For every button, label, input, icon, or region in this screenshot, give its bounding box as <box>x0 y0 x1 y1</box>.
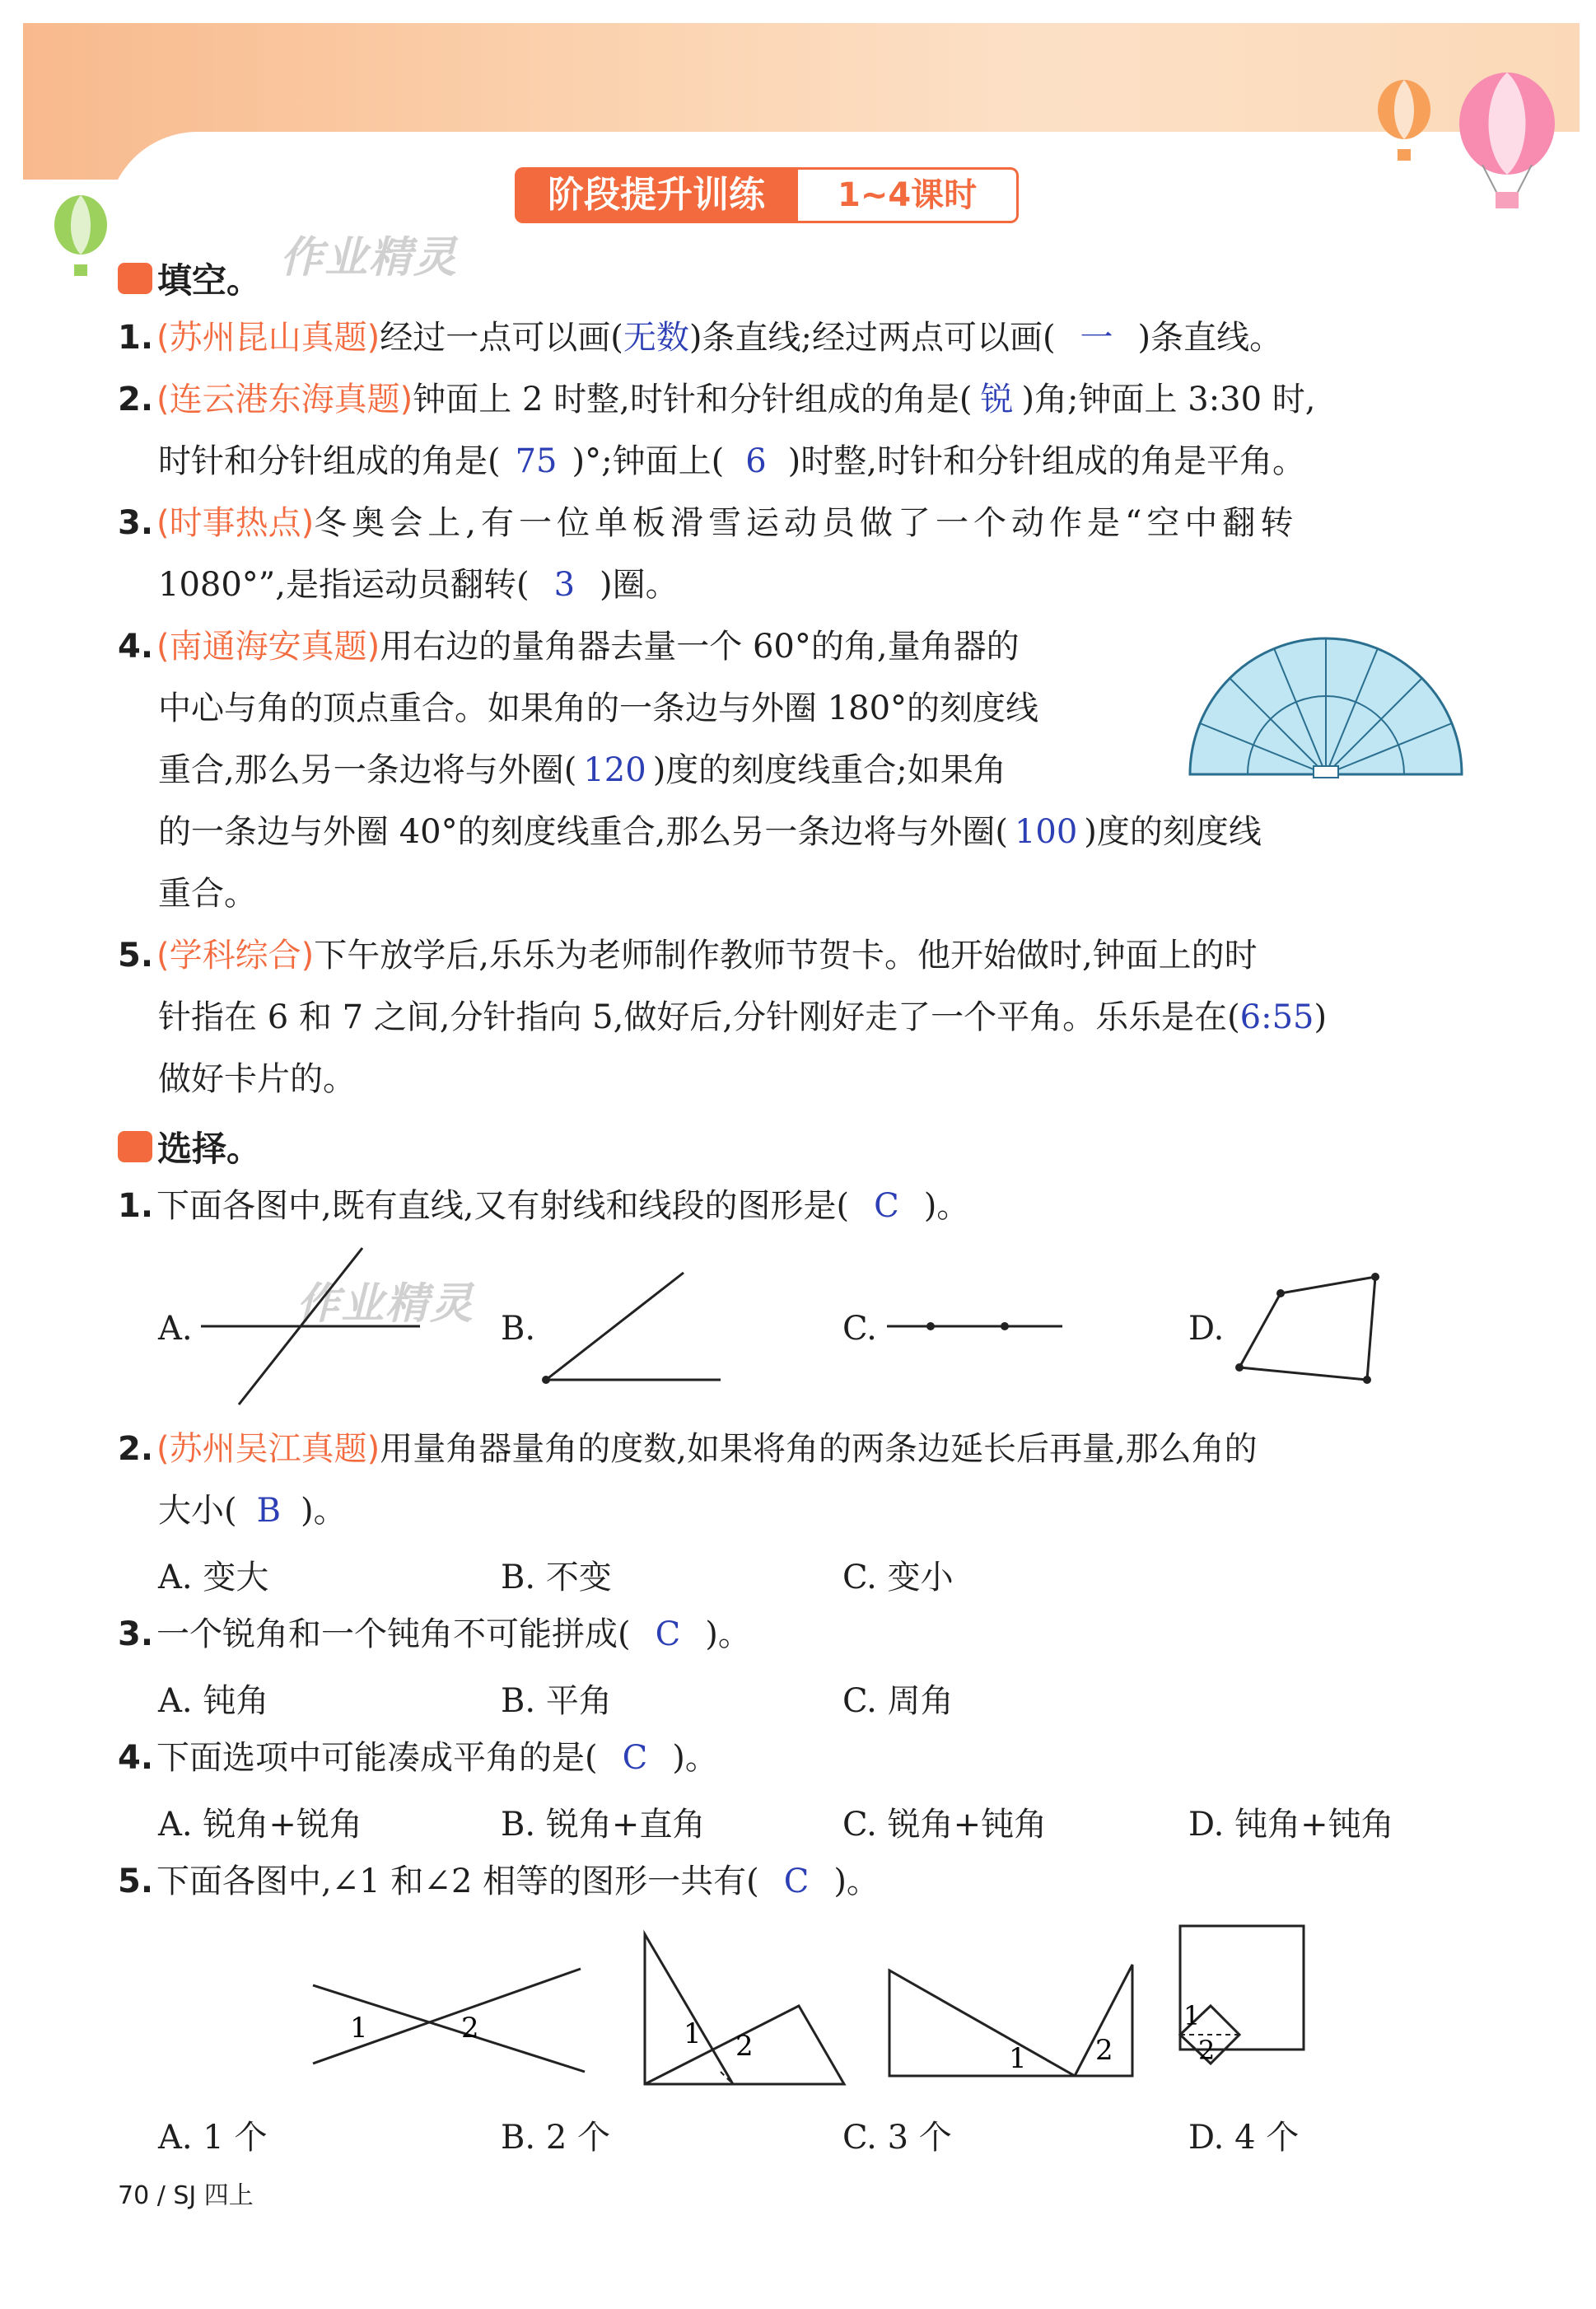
s2-q3-line: 3. 一个锐角和一个钝角不可能拼成( C )。 <box>118 1615 751 1653</box>
option-b: B. <box>501 1310 536 1348</box>
answer: 一 <box>1080 319 1113 357</box>
watermark: 作业精灵 <box>280 233 459 283</box>
option-c: C. 周角 <box>842 1682 954 1720</box>
answer: 6 <box>745 442 767 480</box>
section-heading-choice: 选择。 <box>118 1122 261 1171</box>
answer: 无数 <box>623 319 689 357</box>
q3-line1: 3. (时事热点)冬奥会上,有一位单板滑雪运动员做了一个动作是“空中翻转 <box>118 504 1299 542</box>
option-b: B. 不变 <box>501 1559 612 1596</box>
figure-b <box>539 1269 737 1392</box>
q4-line4: 的一条边与外圈 40°的刻度线重合,那么另一条边将与外圈( 100 )度的刻度线 <box>158 813 1262 851</box>
angle-label-2: 2 <box>461 2012 479 2045</box>
q4-line1: 4. (南通海安真题)用右边的量角器去量一个 60°的角,量角器的 <box>118 628 1020 666</box>
answer: 6:55 <box>1239 998 1314 1036</box>
angle-label-1: 1 <box>1009 2042 1027 2075</box>
title-sub: 1~4课时 <box>798 167 1019 223</box>
s2-q4-line: 4. 下面选项中可能凑成平角的是( C )。 <box>118 1739 718 1777</box>
answer: 120 <box>583 751 646 789</box>
title-main: 阶段提升训练 <box>515 167 798 223</box>
option-d: D. <box>1188 1310 1225 1348</box>
figure-a <box>198 1244 428 1409</box>
option-c: C. 变小 <box>842 1559 954 1596</box>
option-c: C. 锐角+钝角 <box>842 1806 1048 1844</box>
option-a: A. 锐角+锐角 <box>158 1806 362 1844</box>
angle-figure-3 <box>885 1961 1141 2092</box>
figure-c <box>885 1314 1066 1339</box>
answer: 锐 <box>980 381 1014 418</box>
q5-line3: 做好卡片的。 <box>158 1060 356 1098</box>
angle-label-1: 1 <box>350 2012 368 2045</box>
angle-label-1: 1 <box>1183 2000 1201 2031</box>
answer: C <box>622 1739 648 1777</box>
angle-label-2: 2 <box>1095 2034 1113 2067</box>
option-c: C. 3 个 <box>842 2119 952 2157</box>
q2-line1: 2. (连云港东海真题)钟面上 2 时整,时针和分针组成的角是( 锐 )角;钟面上 3:30 时, <box>118 381 1316 418</box>
s2-q2-line1: 2. (苏州吴江真题)用量角器量角的度数,如果将角的两条边延长后再量,那么角的 <box>118 1430 1258 1468</box>
answer: 100 <box>1014 813 1078 851</box>
answer: C <box>874 1187 899 1225</box>
angle-figure-1 <box>309 1961 589 2092</box>
answer: C <box>783 1863 810 1900</box>
q5-line1: 5. (学科综合)下午放学后,乐乐为老师制作教师节贺卡。他开始做时,钟面上的时 <box>118 937 1258 975</box>
angle-label-1: 1 <box>684 2017 702 2050</box>
page-title <box>515 167 1019 223</box>
angle-figure-2 <box>638 1928 852 2092</box>
option-a: A. 钝角 <box>158 1682 269 1720</box>
angle-label-2: 2 <box>1198 2035 1216 2066</box>
page-footer: 70 / SJ 四上 <box>118 2181 254 2210</box>
angle-label-2: 2 <box>735 2030 754 2063</box>
s2-q1-line: 1. 下面各图中,既有直线,又有射线和线段的图形是( C )。 <box>118 1187 970 1225</box>
balloon-green-icon <box>48 194 114 284</box>
option-a: A. 1 个 <box>158 2119 268 2157</box>
option-d: D. 钝角+钝角 <box>1188 1806 1394 1844</box>
section-heading-fill: 填空。 <box>118 254 261 303</box>
option-b: B. 锐角+直角 <box>501 1806 706 1844</box>
watermark: 作业精灵 <box>296 1279 475 1329</box>
q4-line2: 中心与角的顶点重合。如果角的一条边与外圈 180°的刻度线 <box>158 689 1039 727</box>
answer: B <box>256 1492 282 1530</box>
section-badge-2 <box>118 1131 152 1162</box>
balloon-small-icon <box>1371 78 1437 169</box>
option-c: C. <box>842 1310 877 1348</box>
option-d: D. 4 个 <box>1188 2119 1300 2157</box>
q1-line: 1. (苏州昆山真题)经过一点可以画(无数)条直线;经过两点可以画( 一 )条直线。 <box>118 319 1283 357</box>
answer: 3 <box>553 566 576 604</box>
q4-line3: 重合,那么另一条边将与外圈( 120 )度的刻度线重合;如果角 <box>158 751 1006 789</box>
option-a: A. <box>158 1310 193 1348</box>
protractor-icon <box>1182 626 1470 783</box>
angle-figure-4 <box>1174 1919 1322 2084</box>
q2-line2: 时针和分针组成的角是( 75 )°;钟面上( 6 )时整,时针和分针组成的角是平角。 <box>158 442 1305 480</box>
answer: 75 <box>515 442 558 480</box>
option-a: A. 变大 <box>158 1559 269 1596</box>
q3-line2: 1080°”,是指运动员翻转( 3 )圈。 <box>158 566 679 604</box>
answer: C <box>655 1615 681 1653</box>
balloon-large-icon <box>1449 70 1565 218</box>
q4-line5: 重合。 <box>158 875 257 913</box>
q5-line2: 针指在 6 和 7 之间,分针指向 5,做好后,分针刚好走了一个平角。乐乐是在(6:55) <box>158 998 1328 1036</box>
s2-q5-line: 5. 下面各图中,∠1 和∠2 相等的图形一共有( C )。 <box>118 1863 880 1900</box>
figure-d <box>1231 1269 1396 1392</box>
section-badge-1 <box>118 263 152 294</box>
option-b: B. 2 个 <box>501 2119 610 2157</box>
option-b: B. 平角 <box>501 1682 612 1720</box>
s2-q2-line2: 大小( B )。 <box>158 1492 347 1530</box>
